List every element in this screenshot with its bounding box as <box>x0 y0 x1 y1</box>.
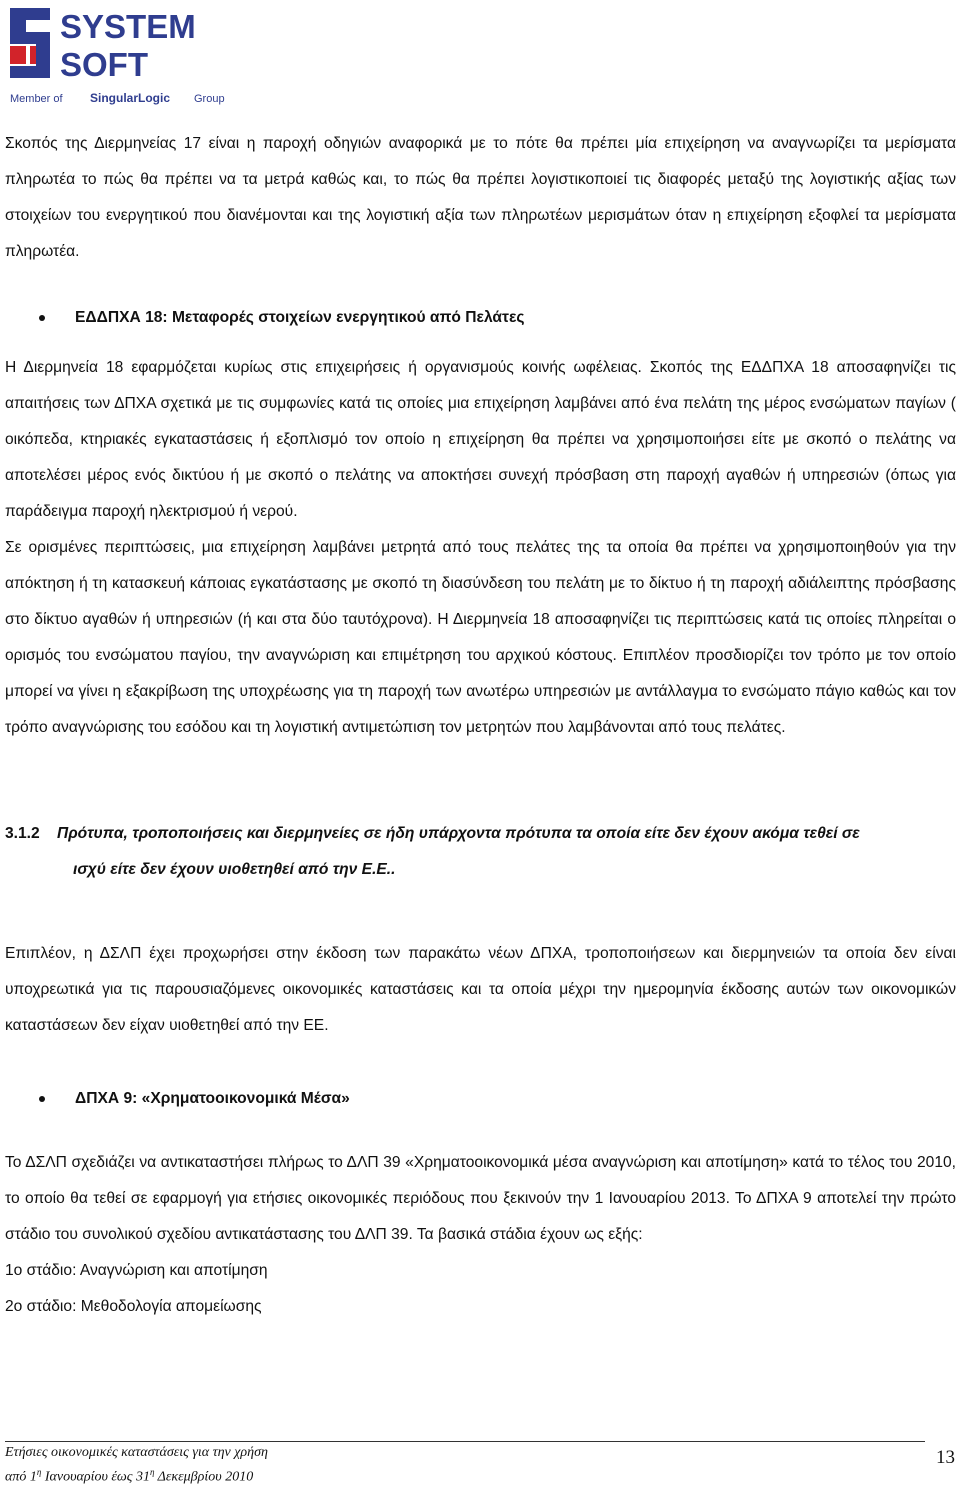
spacer <box>5 1117 956 1145</box>
page-number: 13 <box>936 1447 955 1468</box>
section-heading-3-1-2 <box>5 816 956 888</box>
paragraph-interpretation-18-cont: Σε ορισμένες περιπτώσεις, μια επιχείρηση λαμβάνει μετρητά από τους πελάτες της τα οποία θα πρέπει να χρησιμοποιηθούν για την απόκτηση ή τη κατασκευή κάποιας εγκατάστασης με σκοπό τη διασύνδεση του πελάτη με το δίκτυο ή τη παροχή αδιάλειπτης πρόσβασης στο δίκτυο αγαθών ή υπηρεσιών (ή και στα δύο ταυτόχρονα). Η Διερμηνεία 18 αποσαφηνίζει τις περιπτώσεις κατά τις οποίες πληρείται ο ορισμός του ενσώματου παγίου, την αναγνώριση και επιμέτρηση του αρχικού κόστους. Επιπλέον προσδιορίζει τον τρόπο με τον οποίο μπορεί να γίνει η εξακρίβωση της υποχρέωσης για τη παροχή των ανωτέρω υπηρεσιών με αντάλλαγμα το ενσώματο πάγιο καθώς και τον τρόπο αναγνώρισης του εσόδου και τη λογιστική αντιμετώπιση τον μετρητών που λαμβάνονται από τους πελάτες. <box>5 539 956 736</box>
spacer <box>5 1044 956 1081</box>
company-logo <box>6 2 238 110</box>
paragraph-ifrs-9: Το ΔΣΛΠ σχεδιάζει να αντικαταστήσει πλήρως το ΔΛΠ 39 «Χρηματοοικονομικά μέσα αναγνώριση και αποτίμηση» κατά το τέλος του 2010, το οποίο θα τεθεί σε εφαρμογή για ετήσιες οικονομικές περιόδους που ξεκινούν την 1 Ιανουαρίου 2013. Το ΔΠΧΑ 9 αποτελεί την πρώτο στάδιο του συνολικού σχεδίου αντικατάστασης του ΔΛΠ 39. Τα βασικά στάδια έχουν ως εξής: <box>5 1154 956 1243</box>
bullet-dot-icon <box>39 1096 45 1102</box>
section-title-line2: ισχύ είτε δεν έχουν υιοθετηθεί από την Ε.Ε.. <box>73 861 396 878</box>
spacer <box>5 270 956 300</box>
logo-emblem <box>10 8 50 78</box>
footer-line-2-part-c: Δεκεμβρίου 2010 <box>154 1469 254 1485</box>
footer-line-2 <box>5 1467 253 1486</box>
section-title-line1: Πρότυπα, τροποποιήσεις και διερμηνείες σε ήδη υπάρχοντα πρότυπα τα οποία είτε δεν έχουν ακόμα τεθεί σε <box>57 825 860 842</box>
bullet-dot-icon <box>39 315 45 321</box>
bullet-ifric-18 <box>5 300 956 336</box>
bullet-ifrs-9-text: ΔΠΧΑ 9: «Χρηματοοικονομικά Μέσα» <box>75 1090 350 1107</box>
footer-line-2-part-a: από 1 <box>5 1469 37 1485</box>
bullet-ifrs-9 <box>5 1081 956 1117</box>
section-number: 3.1.2 <box>5 825 40 842</box>
stage-2-line: 2ο στάδιο: Μεθοδολογία απομείωσης <box>5 1298 262 1315</box>
stage-1-line: 1ο στάδιο: Αναγνώριση και αποτίμηση <box>5 1262 268 1279</box>
paragraph-interpretation-17: Σκοπός της Διερμηνείας 17 είναι η παροχή οδηγιών αναφορικά με το πότε θα πρέπει μία επιχείρηση να αναγνωρίζει τα μερίσματα πληρωτέα το πώς θα πρέπει να τα μετρά καθώς και, το πώς θα πρέπει λογιστικοποιεί τις διαφορές μεταξύ της λογιστικής αξίας των στοιχείων του ενεργητικού που διανέμονται και της λογιστική αξία των πληρωτέων μερισμάτων όταν η επιχείρηση εξοφλεί τα μερίσματα πληρωτέα. <box>5 135 956 260</box>
paragraph-new-standards: Επιπλέον, η ΔΣΛΠ έχει προχωρήσει στην έκδοση των παρακάτω νέων ΔΠΧΑ, τροποποιήσεων και διερμηνειών τα οποία δεν είναι υποχρεωτικά για τις παρουσιαζόμενες οικονομικές καταστάσεις και τα οποία μέχρι την ημερομηνία έκδοσης αυτών των οικονομικών καταστάσεων δεν είχαν υιοθετηθεί από την ΕΕ. <box>5 945 956 1034</box>
paragraph-interpretation-18: Η Διερμηνεία 18 εφαρμόζεται κυρίως στις επιχειρήσεις ή οργανισμούς κοινής ωφέλειας. Σκοπός της ΕΔΔΠΧΑ 18 αποσαφηνίζει τις απαιτήσεις των ΔΠΧΑ σχετικά με τις συμφωνίες κατά τις οποίες μια επιχείρηση λαμβάνει από ένα πελάτη της μέρος ενσώματων παγίων ( οικόπεδα, κτηριακές εγκαταστάσεις ή εξοπλισμό τον οποίο η επιχείρηση θα πρέπει να χρησιμοποιήσει είτε με σκοπό ο πελάτης να αποτελέσει μέρος ενός δικτύου ή με σκοπό ο πελάτης να αποκτήσει συνεχή πρόσβαση στη παροχή αγαθών ή υπηρεσιών (όπως για παράδειγμα παροχή ηλεκτρισμού ή νερού. <box>5 359 956 520</box>
logo-brand-line1: SYSTEM <box>60 8 196 45</box>
logo-tag-prefix: Member of <box>10 93 63 105</box>
footer-line-2-part-b: Ιανουαρίου έως 31 <box>41 1469 150 1485</box>
footer-sup-1: η <box>36 1467 42 1477</box>
spacer <box>5 746 956 816</box>
document-body <box>5 126 956 1325</box>
systemsoft-logo-graphic <box>6 2 238 110</box>
logo-tag-brand: SingularLogic <box>90 91 171 105</box>
footer-rule <box>5 1441 925 1442</box>
logo-tag-suffix: Group <box>194 93 225 105</box>
footer-line-1: Ετήσιες οικονομικές καταστάσεις για την χρήση <box>5 1445 268 1460</box>
bullet-ifric-18-text: ΕΔΔΠΧΑ 18: Μεταφορές στοιχείων ενεργητικού από Πελάτες <box>75 309 525 326</box>
spacer <box>5 888 956 936</box>
logo-brand-line2: SOFT <box>60 46 148 83</box>
spacer <box>5 336 956 350</box>
footer-sup-2: η <box>149 1467 155 1477</box>
